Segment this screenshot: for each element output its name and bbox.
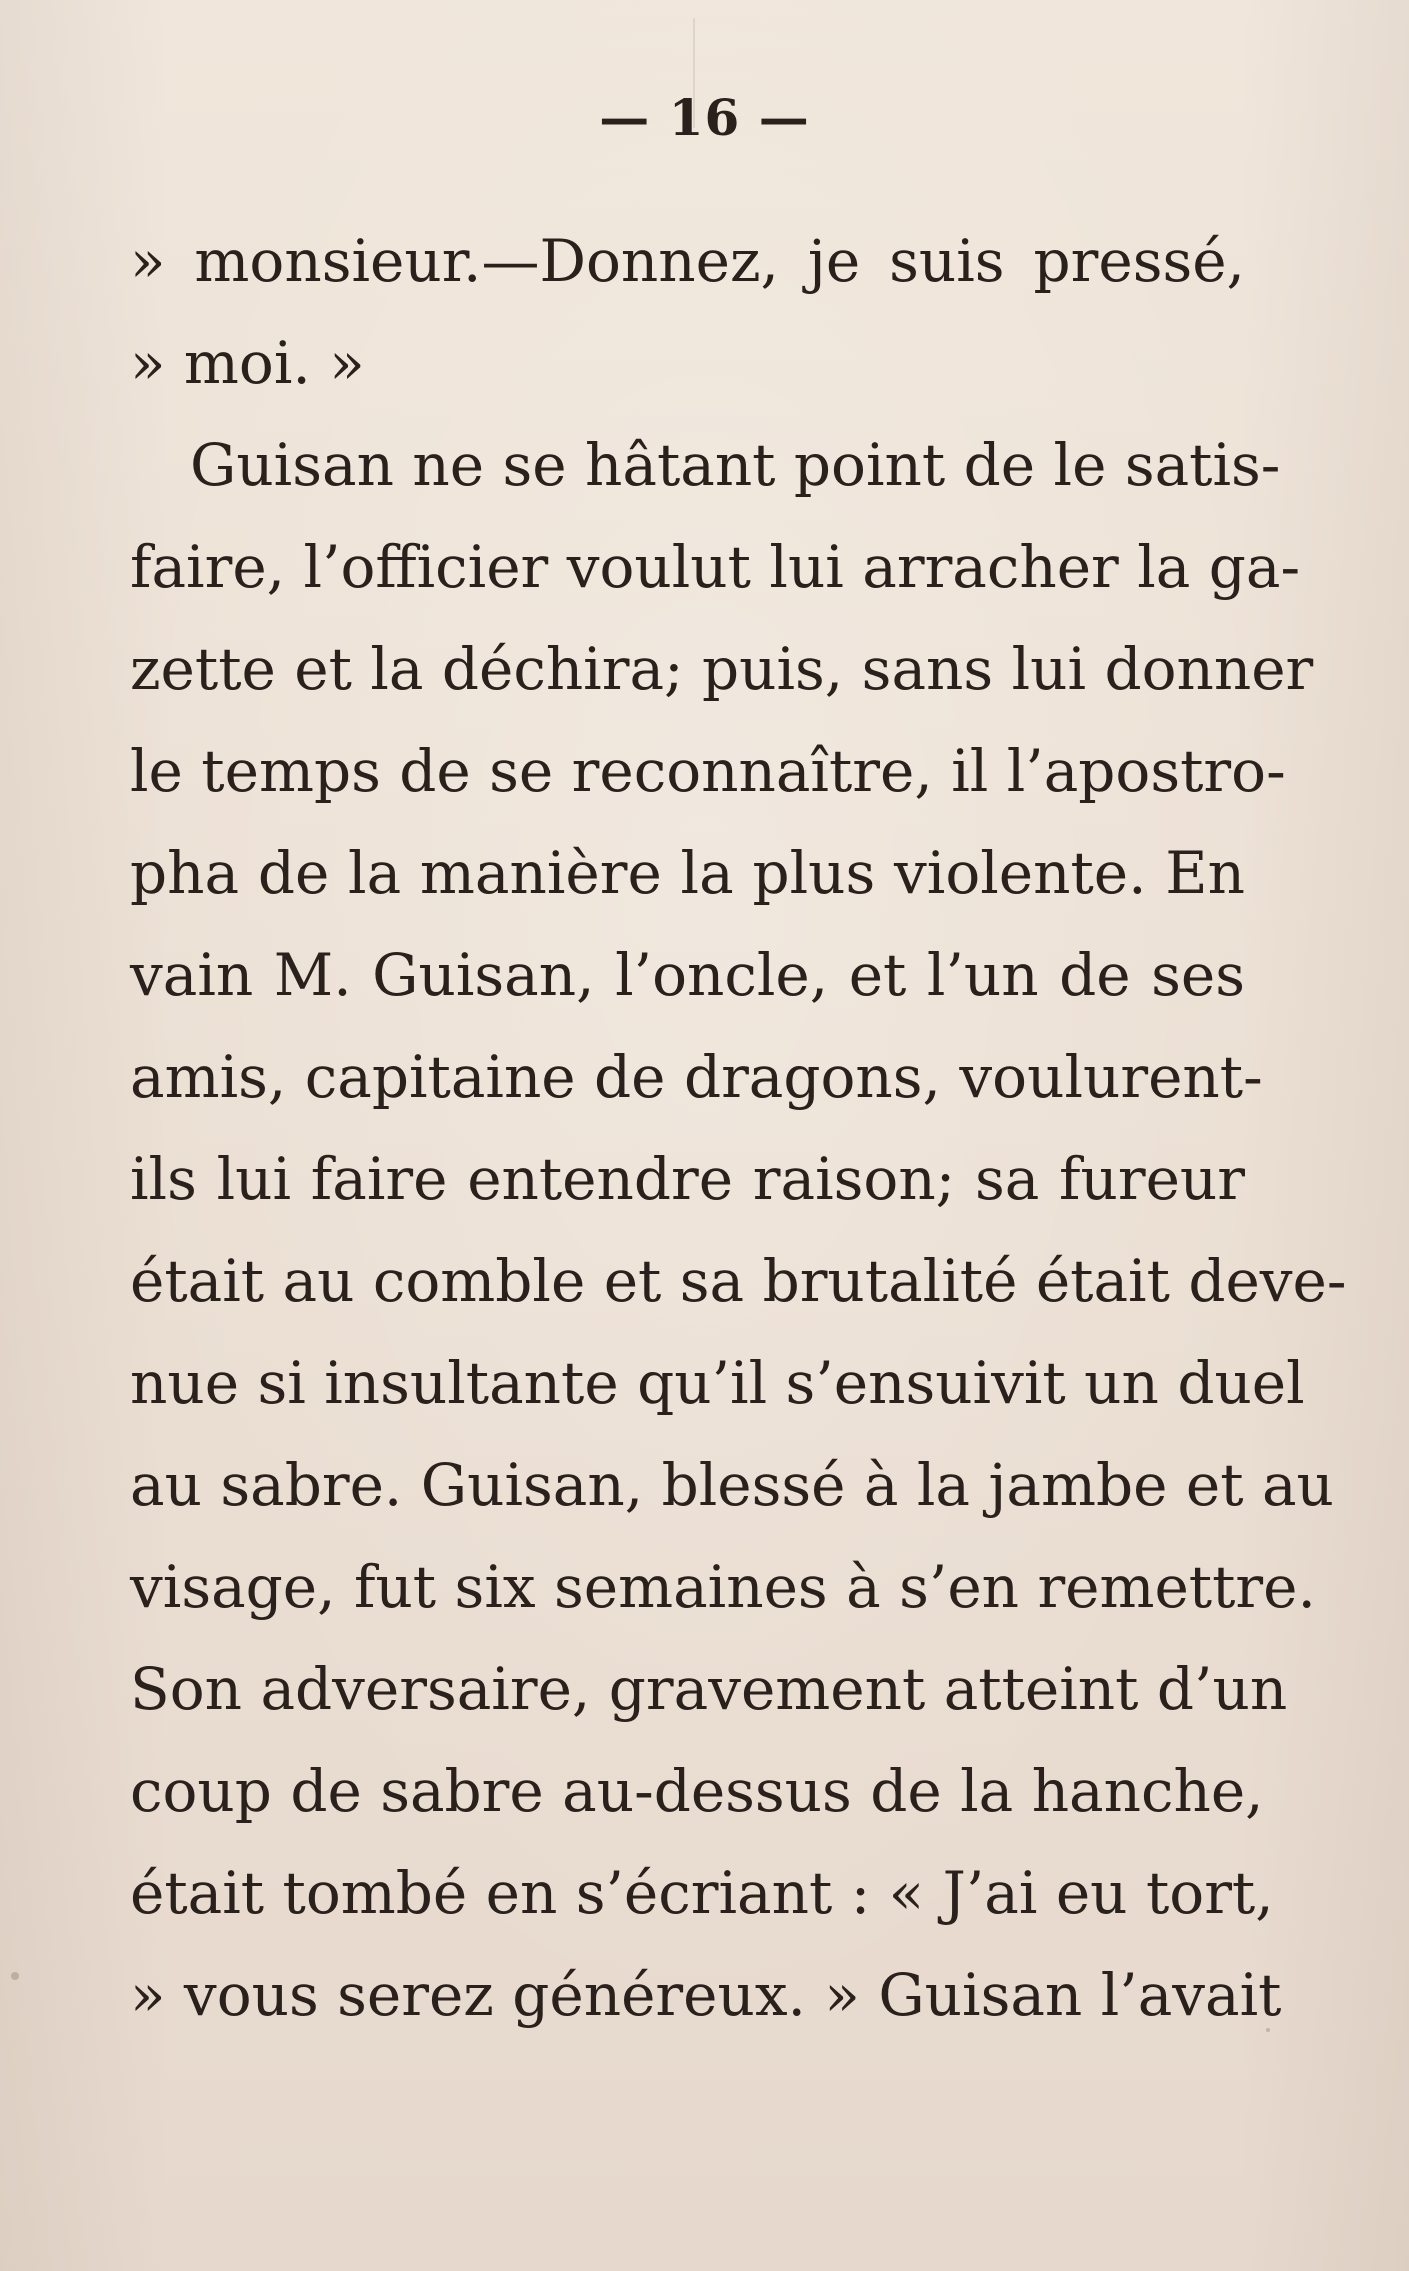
paper-speck bbox=[11, 1972, 19, 1980]
text-line: nue si insultante qu’il s’ensuivit un duel bbox=[130, 1349, 1305, 1417]
page-body bbox=[130, 210, 1347, 2046]
paragraph-start-line: Guisan ne se hâtant point de le satis- bbox=[190, 431, 1281, 499]
paper-speck bbox=[693, 18, 695, 128]
text-line: » moi. » bbox=[130, 329, 365, 397]
text-line: le temps de se reconnaître, il l’apostro- bbox=[130, 737, 1286, 805]
text-line: amis, capitaine de dragons, voulurent- bbox=[130, 1043, 1263, 1111]
text-line: coup de sabre au-dessus de la hanche, bbox=[130, 1757, 1264, 1825]
text-line: zette et la déchira; puis, sans lui donner bbox=[130, 635, 1314, 703]
text-line: vain M. Guisan, l’oncle, et l’un de ses bbox=[130, 941, 1245, 1009]
text-line: était tombé en s’écriant : « J’ai eu tort, bbox=[130, 1859, 1274, 1927]
text-line: pha de la manière la plus violente. En bbox=[130, 839, 1245, 907]
paper-speck bbox=[1266, 2028, 1270, 2032]
text-line: faire, l’officier voulut lui arracher la ga- bbox=[130, 533, 1301, 601]
text-line: Son adversaire, gravement atteint d’un bbox=[130, 1655, 1288, 1723]
text-line: » monsieur.—Donnez, je suis pressé, bbox=[130, 227, 1245, 295]
text-line: » vous serez généreux. » Guisan l’avait bbox=[130, 1961, 1282, 2029]
text-line: ils lui faire entendre raison; sa fureur bbox=[130, 1145, 1245, 1213]
text-line: était au comble et sa brutalité était deve- bbox=[130, 1247, 1347, 1315]
text-line: au sabre. Guisan, blessé à la jambe et au bbox=[130, 1451, 1334, 1519]
page-number: — 16 — bbox=[599, 88, 810, 147]
text-line: visage, fut six semaines à s’en remettre. bbox=[130, 1553, 1316, 1621]
